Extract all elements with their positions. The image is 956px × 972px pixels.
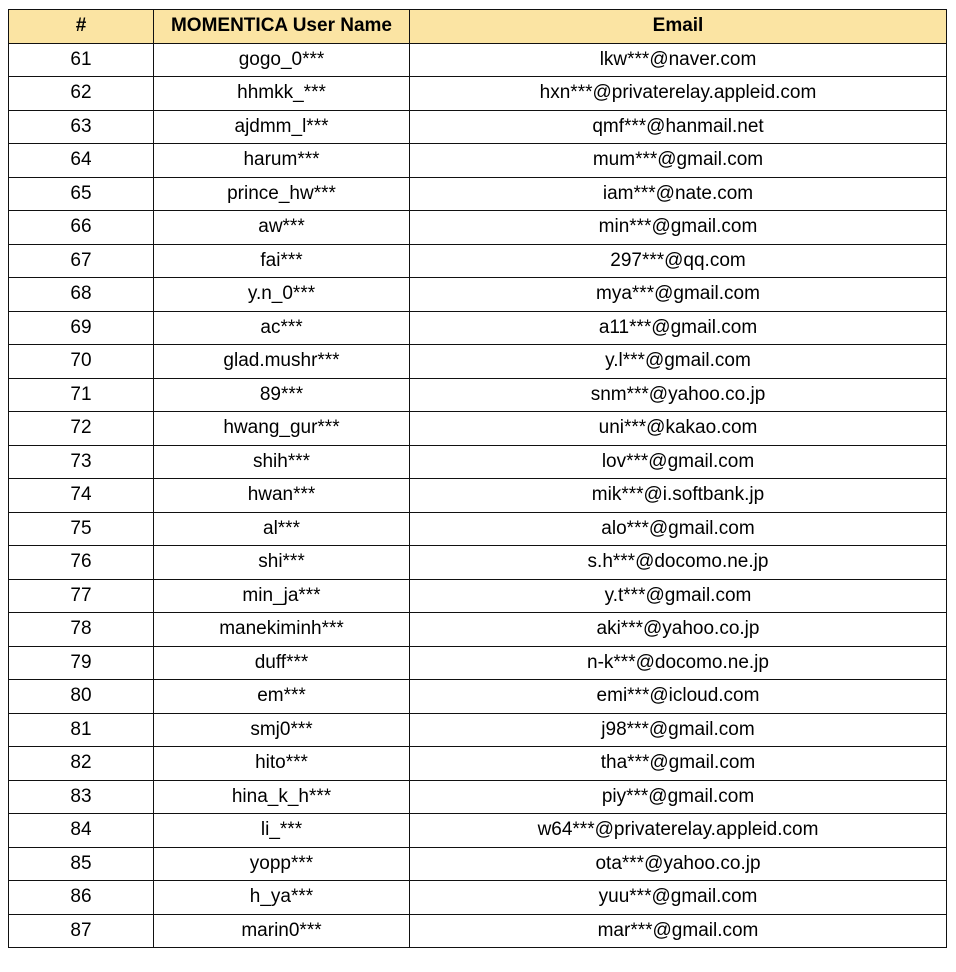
row-user-name: fai*** <box>154 244 410 278</box>
row-user-name: shih*** <box>154 445 410 479</box>
row-email: mum***@gmail.com <box>410 144 947 178</box>
row-user-name: hhmkk_*** <box>154 77 410 111</box>
header-number: # <box>9 10 154 44</box>
row-number: 78 <box>9 613 154 647</box>
row-number: 64 <box>9 144 154 178</box>
row-number: 71 <box>9 378 154 412</box>
table-row <box>9 780 947 814</box>
table-row <box>9 144 947 178</box>
row-number: 73 <box>9 445 154 479</box>
row-email: min***@gmail.com <box>410 211 947 245</box>
row-user-name: harum*** <box>154 144 410 178</box>
table-row <box>9 747 947 781</box>
row-number: 86 <box>9 881 154 915</box>
row-number: 80 <box>9 680 154 714</box>
row-user-name: aw*** <box>154 211 410 245</box>
row-number: 69 <box>9 311 154 345</box>
row-number: 66 <box>9 211 154 245</box>
row-user-name: gogo_0*** <box>154 43 410 77</box>
row-number: 87 <box>9 914 154 948</box>
row-user-name: y.n_0*** <box>154 278 410 312</box>
row-number: 83 <box>9 780 154 814</box>
row-email: emi***@icloud.com <box>410 680 947 714</box>
row-email: n-k***@docomo.ne.jp <box>410 646 947 680</box>
row-user-name: duff*** <box>154 646 410 680</box>
row-number: 75 <box>9 512 154 546</box>
table-row <box>9 412 947 446</box>
table-row <box>9 579 947 613</box>
table-row <box>9 311 947 345</box>
row-email: piy***@gmail.com <box>410 780 947 814</box>
row-email: y.t***@gmail.com <box>410 579 947 613</box>
row-email: alo***@gmail.com <box>410 512 947 546</box>
table-row <box>9 211 947 245</box>
row-user-name: min_ja*** <box>154 579 410 613</box>
row-email: y.l***@gmail.com <box>410 345 947 379</box>
table-row <box>9 847 947 881</box>
row-number: 81 <box>9 713 154 747</box>
row-user-name: ajdmm_l*** <box>154 110 410 144</box>
row-user-name: smj0*** <box>154 713 410 747</box>
row-email: mya***@gmail.com <box>410 278 947 312</box>
row-number: 72 <box>9 412 154 446</box>
row-user-name: ac*** <box>154 311 410 345</box>
row-number: 74 <box>9 479 154 513</box>
row-email: iam***@nate.com <box>410 177 947 211</box>
row-number: 82 <box>9 747 154 781</box>
table-row <box>9 881 947 915</box>
row-email: lov***@gmail.com <box>410 445 947 479</box>
table-row <box>9 278 947 312</box>
header-email: Email <box>410 10 947 44</box>
row-email: mik***@i.softbank.jp <box>410 479 947 513</box>
row-user-name: shi*** <box>154 546 410 580</box>
table-row <box>9 345 947 379</box>
header-user-name: MOMENTICA User Name <box>154 10 410 44</box>
row-user-name: marin0*** <box>154 914 410 948</box>
table-row <box>9 77 947 111</box>
row-email: a11***@gmail.com <box>410 311 947 345</box>
row-user-name: manekiminh*** <box>154 613 410 647</box>
row-email: hxn***@privaterelay.appleid.com <box>410 77 947 111</box>
table-row <box>9 546 947 580</box>
table-header <box>9 10 947 44</box>
table-row <box>9 512 947 546</box>
row-number: 65 <box>9 177 154 211</box>
row-email: qmf***@hanmail.net <box>410 110 947 144</box>
row-email: ota***@yahoo.co.jp <box>410 847 947 881</box>
row-user-name: hina_k_h*** <box>154 780 410 814</box>
table-row <box>9 914 947 948</box>
row-user-name: hwan*** <box>154 479 410 513</box>
table-row <box>9 713 947 747</box>
row-email: snm***@yahoo.co.jp <box>410 378 947 412</box>
row-number: 84 <box>9 814 154 848</box>
row-user-name: hwang_gur*** <box>154 412 410 446</box>
row-user-name: al*** <box>154 512 410 546</box>
row-user-name: prince_hw*** <box>154 177 410 211</box>
row-number: 79 <box>9 646 154 680</box>
row-email: uni***@kakao.com <box>410 412 947 446</box>
table-row <box>9 43 947 77</box>
row-email: w64***@privaterelay.appleid.com <box>410 814 947 848</box>
row-email: j98***@gmail.com <box>410 713 947 747</box>
row-email: aki***@yahoo.co.jp <box>410 613 947 647</box>
row-number: 61 <box>9 43 154 77</box>
table-row <box>9 110 947 144</box>
row-number: 77 <box>9 579 154 613</box>
row-number: 70 <box>9 345 154 379</box>
table-row <box>9 244 947 278</box>
table-row <box>9 646 947 680</box>
row-user-name: yopp*** <box>154 847 410 881</box>
row-number: 85 <box>9 847 154 881</box>
row-email: 297***@qq.com <box>410 244 947 278</box>
table-row <box>9 814 947 848</box>
row-email: mar***@gmail.com <box>410 914 947 948</box>
user-email-table <box>8 9 947 948</box>
row-user-name: glad.mushr*** <box>154 345 410 379</box>
row-email: s.h***@docomo.ne.jp <box>410 546 947 580</box>
row-number: 63 <box>9 110 154 144</box>
row-user-name: hito*** <box>154 747 410 781</box>
table-row <box>9 378 947 412</box>
row-email: yuu***@gmail.com <box>410 881 947 915</box>
table-row <box>9 680 947 714</box>
header-row <box>9 10 947 44</box>
table-row <box>9 177 947 211</box>
row-user-name: li_*** <box>154 814 410 848</box>
table-row <box>9 445 947 479</box>
row-user-name: em*** <box>154 680 410 714</box>
row-user-name: h_ya*** <box>154 881 410 915</box>
table-row <box>9 613 947 647</box>
row-number: 67 <box>9 244 154 278</box>
row-email: lkw***@naver.com <box>410 43 947 77</box>
row-email: tha***@gmail.com <box>410 747 947 781</box>
row-number: 62 <box>9 77 154 111</box>
table-body <box>9 43 947 948</box>
row-number: 68 <box>9 278 154 312</box>
table-row <box>9 479 947 513</box>
row-number: 76 <box>9 546 154 580</box>
row-user-name: 89*** <box>154 378 410 412</box>
